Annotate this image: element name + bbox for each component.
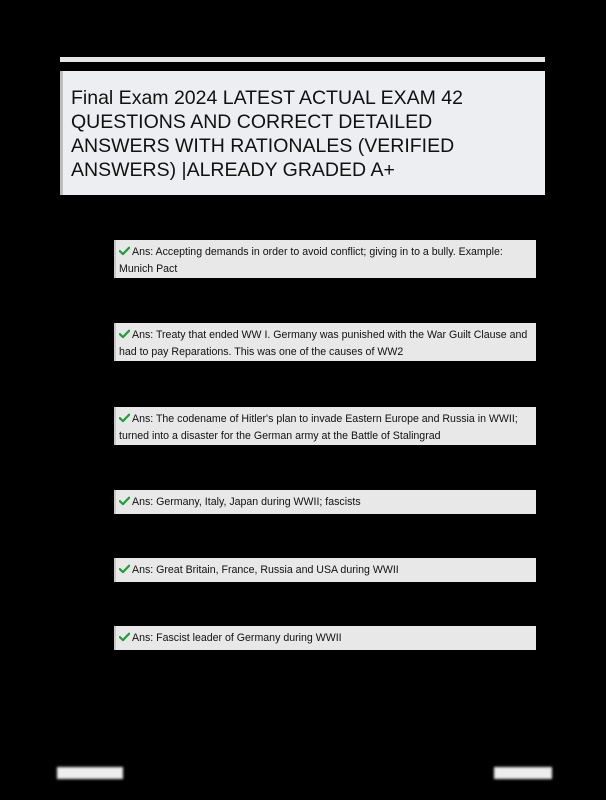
answer-text: Ans: Treaty that ended WW I. Germany was punished with the War Guilt Clause and had to pay Reparations. This was one of the causes of WW2 bbox=[119, 329, 528, 358]
answer-text-wrap bbox=[119, 494, 530, 511]
check-icon bbox=[119, 246, 130, 256]
answer-box bbox=[114, 407, 536, 445]
check-icon bbox=[119, 564, 130, 574]
check-icon bbox=[119, 496, 130, 506]
check-icon bbox=[119, 413, 130, 423]
footer-right-blurred bbox=[494, 767, 552, 779]
answer-text-wrap bbox=[119, 562, 530, 579]
document-title: Final Exam 2024 LATEST ACTUAL EXAM 42 QUESTIONS AND CORRECT DETAILED ANSWERS WITH RATIONALES (VERIFIED ANSWERS) |ALREADY GRADED A+ bbox=[71, 87, 463, 181]
answer-text: Ans: Accepting demands in order to avoid conflict; giving in to a bully. Example: Munich Pact bbox=[119, 246, 503, 275]
check-icon bbox=[119, 632, 130, 642]
answer-text: Ans: Great Britain, France, Russia and USA during WWII bbox=[132, 564, 399, 576]
answer-box bbox=[114, 626, 536, 650]
answer-box bbox=[114, 558, 536, 582]
answer-text: Ans: Germany, Italy, Japan during WWII; fascists bbox=[132, 496, 361, 508]
answer-text-wrap bbox=[119, 244, 530, 278]
answer-box bbox=[114, 240, 536, 278]
title-box bbox=[60, 71, 545, 195]
check-icon bbox=[119, 329, 130, 339]
answer-box bbox=[114, 323, 536, 361]
top-divider bbox=[60, 57, 545, 62]
answer-text: Ans: The codename of Hitler's plan to invade Eastern Europe and Russia in WWII; turned into a disaster for the German army at the Battle of Stalingrad bbox=[119, 413, 518, 442]
footer-left-blurred bbox=[57, 767, 123, 779]
answer-text-wrap bbox=[119, 411, 530, 445]
answer-text: Ans: Fascist leader of Germany during WWII bbox=[132, 632, 342, 644]
answer-text-wrap bbox=[119, 630, 530, 647]
answer-text-wrap bbox=[119, 327, 530, 361]
answer-box bbox=[114, 490, 536, 514]
